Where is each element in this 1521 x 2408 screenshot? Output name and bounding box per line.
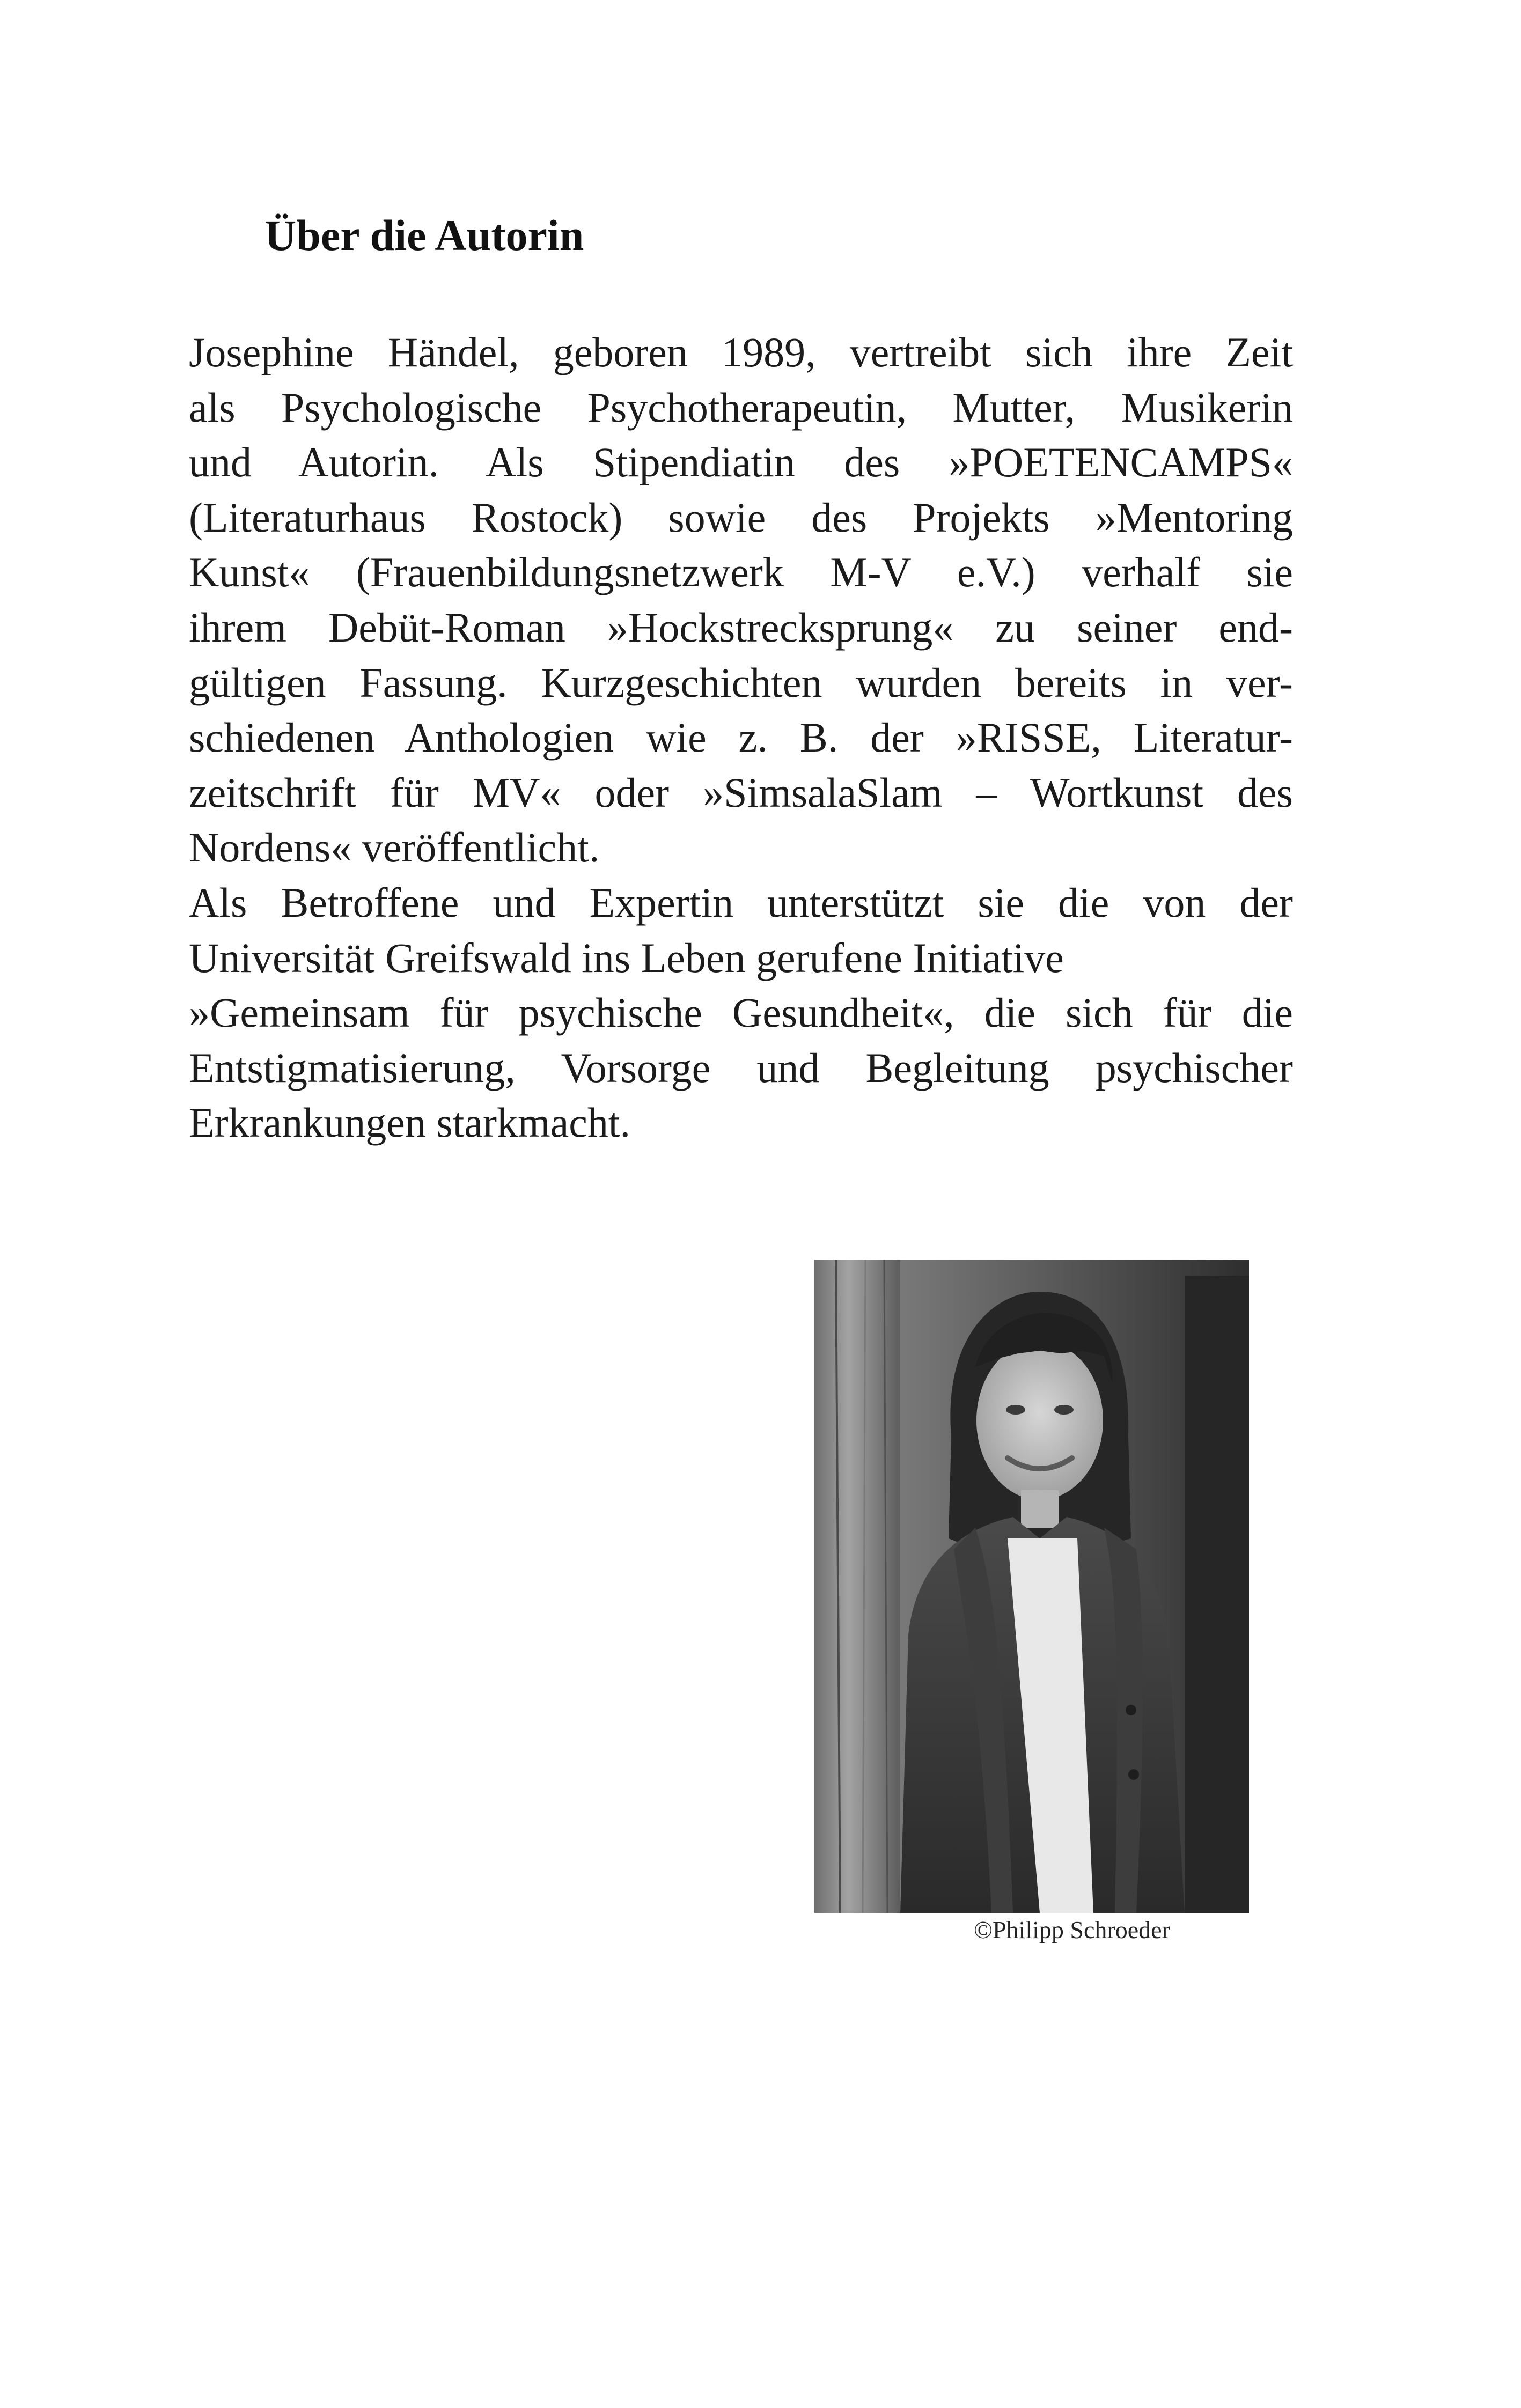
author-portrait-image [814,1260,1249,1913]
bio-line: zeitschrift für MV« oder »SimsalaSlam – Wortkunst des [189,769,1293,816]
bio-line: Erkrankungen starkmacht. [189,1099,631,1146]
bio-line: Kunst« (Frauenbildungsnetzwerk M-V e.V.) verhalf sie [189,549,1293,596]
bio-line: ihrem Debüt-Roman »Hockstrecksprung« zu seiner end- [189,603,1293,651]
section-heading: Über die Autorin [264,211,584,260]
author-photo [814,1260,1249,1913]
bio-line: (Literaturhaus Rostock) sowie des Projekts »Mentoring [189,494,1293,541]
bio-line: Josephine Händel, geboren 1989, vertreibt sich ihre Zeit [189,329,1293,375]
bio-line: gültigen Fassung. Kurzgeschichten wurden bereits in ver- [189,659,1293,706]
bio-line: Entstigmatisierung, Vorsorge und Begleitung psychischer [189,1044,1293,1091]
bio-line: Universität Greifswald ins Leben gerufene Initiative [189,934,1064,981]
bio-line: »Gemeinsam für psychische Gesundheit«, die sich für die [189,989,1293,1036]
bio-line: schiedenen Anthologien wie z. B. der »RISSE, Literatur- [189,714,1293,761]
author-bio [189,325,1293,1151]
photo-credit: ©Philipp Schroeder [974,1916,1170,1943]
bio-line: Nordens« veröffentlicht. [189,824,600,871]
bio-line: als Psychologische Psychotherapeutin, Mutter, Musikerin [189,384,1293,431]
bio-line: Als Betroffene und Expertin unterstützt sie die von der [189,879,1293,926]
bio-line: und Autorin. Als Stipendiatin des »POETENCAMPS« [189,439,1293,486]
